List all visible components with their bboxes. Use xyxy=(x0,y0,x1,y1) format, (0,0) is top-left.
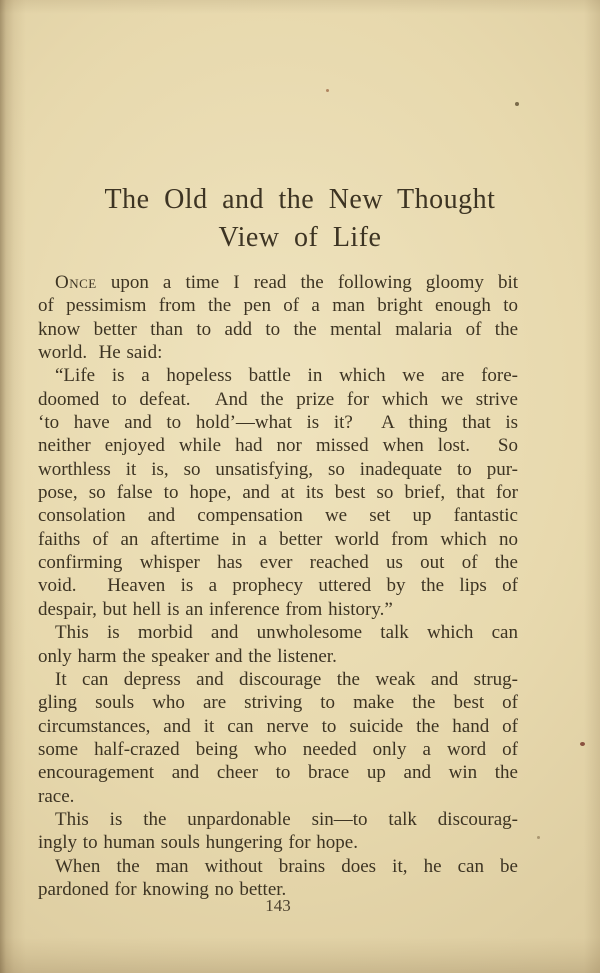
text-line: of pessimism from the pen of a man bright enough to xyxy=(38,295,518,317)
text-line: pose, so false to hope, and at its best so brief, that for xyxy=(38,482,518,504)
text-line: pardoned for knowing no better. xyxy=(38,878,287,900)
text-line: faiths of an aftertime in a better world from which no xyxy=(38,528,518,550)
chapter-title xyxy=(40,181,560,257)
text-line: This is morbid and unwholesome talk which can xyxy=(55,622,518,644)
text-line: consolation and compensation we set up fantastic xyxy=(38,505,518,527)
text-line: neither enjoyed while had nor missed when lost. So xyxy=(38,435,518,457)
body-text xyxy=(38,271,518,901)
text-line: ingly to human souls hungering for hope. xyxy=(38,832,358,854)
text-line: ‘to have and to hold’—what is it? A thing that is xyxy=(38,412,518,434)
page-number: 143 xyxy=(265,896,291,915)
text-line: some half-crazed being who needed only a word of xyxy=(38,738,518,760)
text-line: world. He said: xyxy=(38,342,163,364)
text-line: confirming whisper has ever reached us out of the xyxy=(38,552,518,574)
text-line: worthless it is, so unsatisfying, so inadequate to pur- xyxy=(38,458,518,480)
text-line: doomed to defeat. And the prize for which we strive xyxy=(38,388,518,410)
paper-speck xyxy=(515,102,519,106)
text-line: This is the unpardonable sin—to talk discourag- xyxy=(55,808,518,830)
text-line: Once upon a time I read the following gloomy bit xyxy=(55,272,518,293)
paper-speck xyxy=(537,836,540,839)
text-line: When the man without brains does it, he can be xyxy=(55,855,518,877)
paper-speck xyxy=(326,89,329,92)
text-line: despair, but hell is an inference from history.” xyxy=(38,598,393,620)
paper-speck xyxy=(580,742,585,746)
text-line: encouragement and cheer to brace up and win the xyxy=(38,762,518,784)
text-line: know better than to add to the mental malaria of the xyxy=(38,318,518,340)
leading-small-caps: Once xyxy=(55,272,97,293)
chapter-title-line1: The Old and the New Thought xyxy=(104,184,496,215)
chapter-title-line2: View of Life xyxy=(218,222,382,253)
text-line: “Life is a hopeless battle in which we are fore- xyxy=(55,365,518,387)
text-line: void. Heaven is a prophecy uttered by the lips of xyxy=(38,575,518,597)
text-line: race. xyxy=(38,785,75,807)
text-line: It can depress and discourage the weak and strug- xyxy=(55,668,518,690)
text-line: only harm the speaker and the listener. xyxy=(38,645,337,667)
text-line: circumstances, and it can nerve to suicide the hand of xyxy=(38,715,518,737)
text-line: gling souls who are striving to make the best of xyxy=(38,692,518,714)
